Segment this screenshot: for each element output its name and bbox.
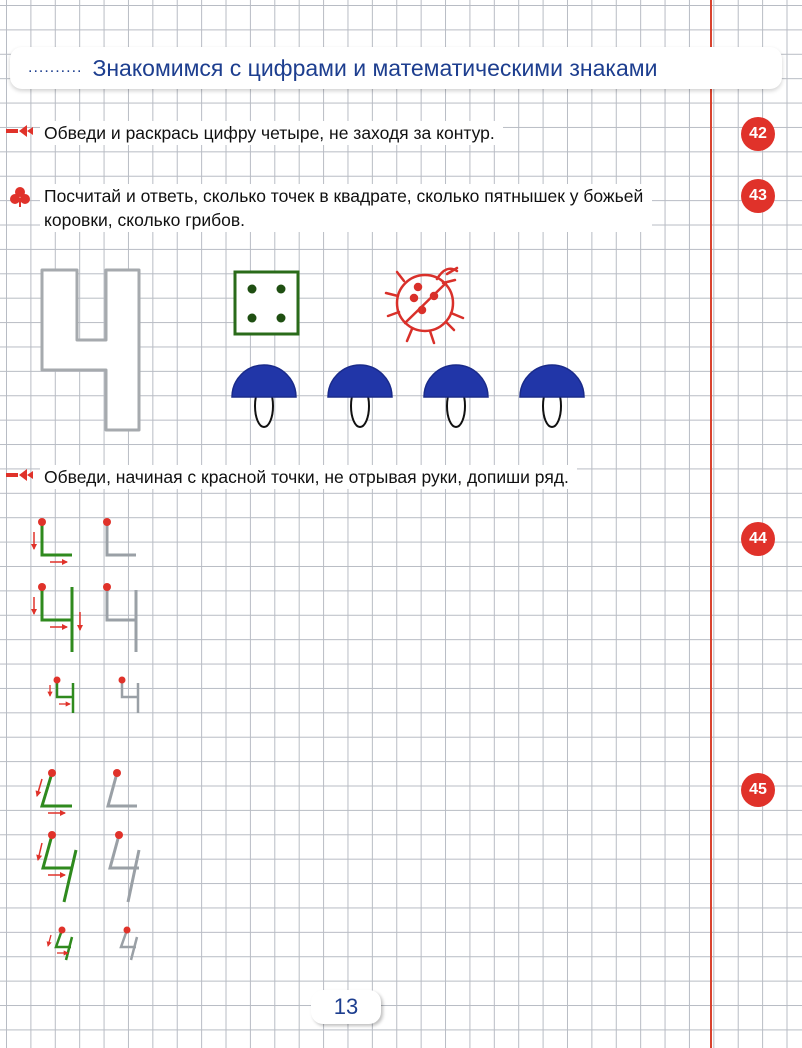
small-slanted-digit-four-trace-gray[interactable] <box>121 927 137 961</box>
small-digit-four-example <box>50 677 73 714</box>
slanted-digit-four-example <box>38 831 76 902</box>
ladybug-icon <box>386 268 463 343</box>
task-number-badge-44: 44 <box>741 522 775 556</box>
dot-square <box>235 272 298 334</box>
task-42-text: Обведи и раскрась цифру четыре, не заходя за контур. <box>40 121 503 145</box>
outline-digit-four[interactable] <box>42 270 139 430</box>
task-number-badge-43: 43 <box>741 179 775 213</box>
mushroom-icon <box>328 365 392 427</box>
task-43-text: Посчитай и ответь, сколько точек в квадрате, сколько пятнышек у божьей коровки, сколько грибов. <box>40 184 652 232</box>
mushroom-icon <box>520 365 584 427</box>
digit-four-example <box>34 583 80 652</box>
page-number: 13 <box>311 990 381 1024</box>
page-title: Знакомимся с цифрами и математическими знаками <box>92 54 658 81</box>
slanted-digit-four-trace-gray[interactable] <box>110 831 139 902</box>
small-digit-four-trace-gray[interactable] <box>119 677 139 714</box>
task-number-badge-45: 45 <box>741 773 775 807</box>
task-44-text: Обведи, начиная с красной точки, не отрывая руки, допиши ряд. <box>40 465 577 489</box>
mushroom-icon <box>232 365 296 427</box>
task-number-badge-42: 42 <box>741 117 775 151</box>
stroke-example <box>34 518 72 562</box>
small-slanted-digit-four-example <box>48 927 72 961</box>
stroke-trace-gray[interactable] <box>103 518 136 555</box>
digit-four-trace-gray[interactable] <box>103 583 136 652</box>
slanted-stroke-trace-gray[interactable] <box>108 769 137 806</box>
header-dots: .......... <box>28 59 83 76</box>
mushroom-icon <box>424 365 488 427</box>
slanted-stroke-example <box>37 769 72 813</box>
